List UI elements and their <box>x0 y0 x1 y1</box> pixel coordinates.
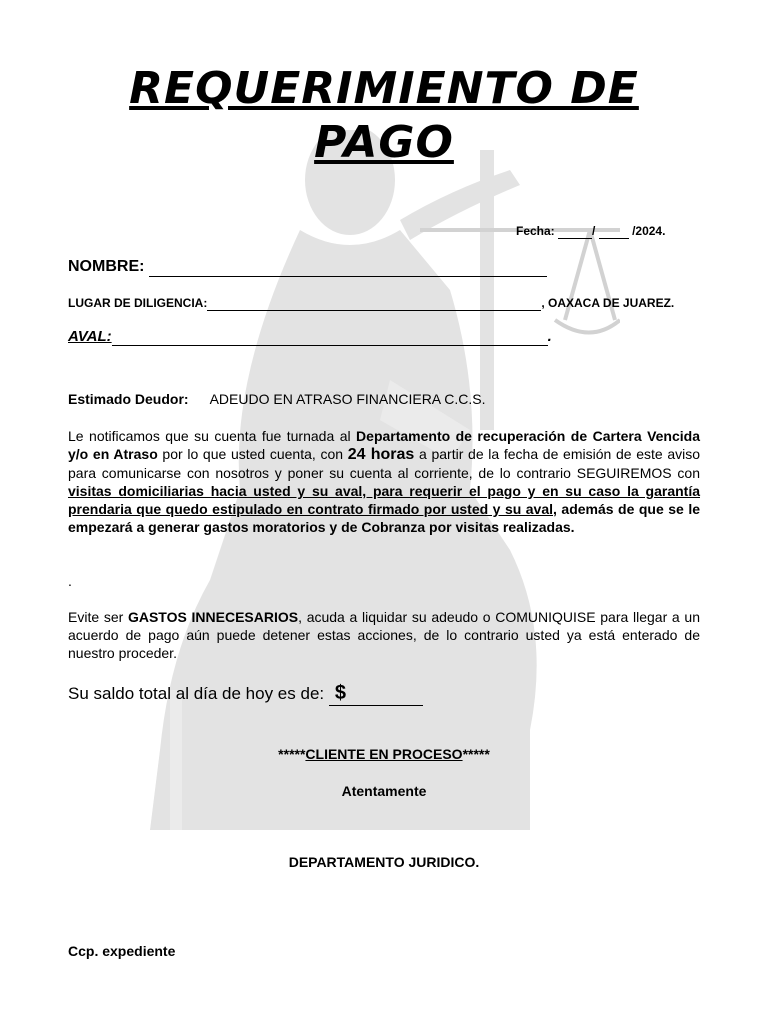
p1-text-2: por lo que usted cuenta, con <box>157 446 348 462</box>
lugar-field <box>68 296 674 311</box>
nombre-blank <box>149 258 547 277</box>
date-year: /2024. <box>632 224 666 238</box>
separator-dot: . <box>68 573 72 589</box>
notice-paragraph <box>68 427 700 536</box>
nombre-label: NOMBRE: <box>68 258 145 275</box>
lugar-label: LUGAR DE DILIGENCIA: <box>68 296 208 310</box>
p2-bold-gastos: GASTOS INNECESARIOS <box>127 609 299 625</box>
date-label: Fecha: <box>516 224 555 238</box>
day-blank <box>558 224 592 239</box>
aval-label: AVAL: <box>68 328 112 345</box>
month-blank <box>599 224 629 239</box>
date-field <box>516 224 665 239</box>
client-status <box>0 746 768 762</box>
department-signature: DEPARTAMENTO JURIDICO. <box>288 854 480 870</box>
p1-bold-department: Departamento de recuperación de Cartera Vencida y/o en Atraso <box>68 428 701 462</box>
greeting <box>68 391 486 407</box>
balance-blank <box>329 682 423 706</box>
balance-line <box>68 682 423 706</box>
warning-paragraph <box>68 608 700 662</box>
p2-text-2: , acuda a liquidar su adeudo o COMUNIQUISE para llegar a un acuerdo de pago aún puede detener estas acciones, de lo contrario usted ya está enterado de nuestro proceder. <box>68 609 700 661</box>
stars-right: ***** <box>462 746 490 762</box>
ccp-note: Ccp. expediente <box>68 943 176 959</box>
greeting-value: ADEUDO EN ATRASO FINANCIERA C.C.S. <box>209 391 486 407</box>
aval-blank <box>112 328 548 346</box>
currency-symbol: $ <box>334 682 346 704</box>
p1-text-3: a partir de la fecha de emisión de este aviso para comunicarse con nosotros y poner su cuenta al corriente, de lo contrario SEGUIREMOS con <box>68 446 701 481</box>
p1-24-hours: 24 horas <box>347 446 415 463</box>
p1-text-1: Le notificamos que su cuenta fue turnada al <box>68 428 357 444</box>
nombre-field <box>68 258 547 277</box>
document-title: REQUERIMIENTO DE PAGO <box>129 63 639 168</box>
lugar-blank <box>207 296 541 311</box>
greeting-label: Estimado Deudor: <box>68 391 189 407</box>
p2-text-1: Evite ser <box>68 609 128 625</box>
lugar-suffix: , OAXACA DE JUAREZ. <box>541 296 675 310</box>
p1-underlined-visits: visitas domiciliarias hacia usted y su aval, para requerir el pago y en su caso la garantía prendaria que quedo estipulado en contrato firmado por usted y su aval, <box>68 483 700 517</box>
closing: Atentamente <box>341 783 427 799</box>
p1-bold-charges: además de que se le empezará a generar gastos moratorios y de Cobranza por visitas realizadas. <box>68 501 700 535</box>
client-status-text: CLIENTE EN PROCESO <box>305 746 463 762</box>
date-separator: / <box>592 224 596 238</box>
stars-left: ***** <box>278 746 306 762</box>
balance-label: Su saldo total al día de hoy es de: <box>68 684 325 703</box>
aval-suffix: . <box>547 328 552 345</box>
aval-field <box>68 328 552 346</box>
